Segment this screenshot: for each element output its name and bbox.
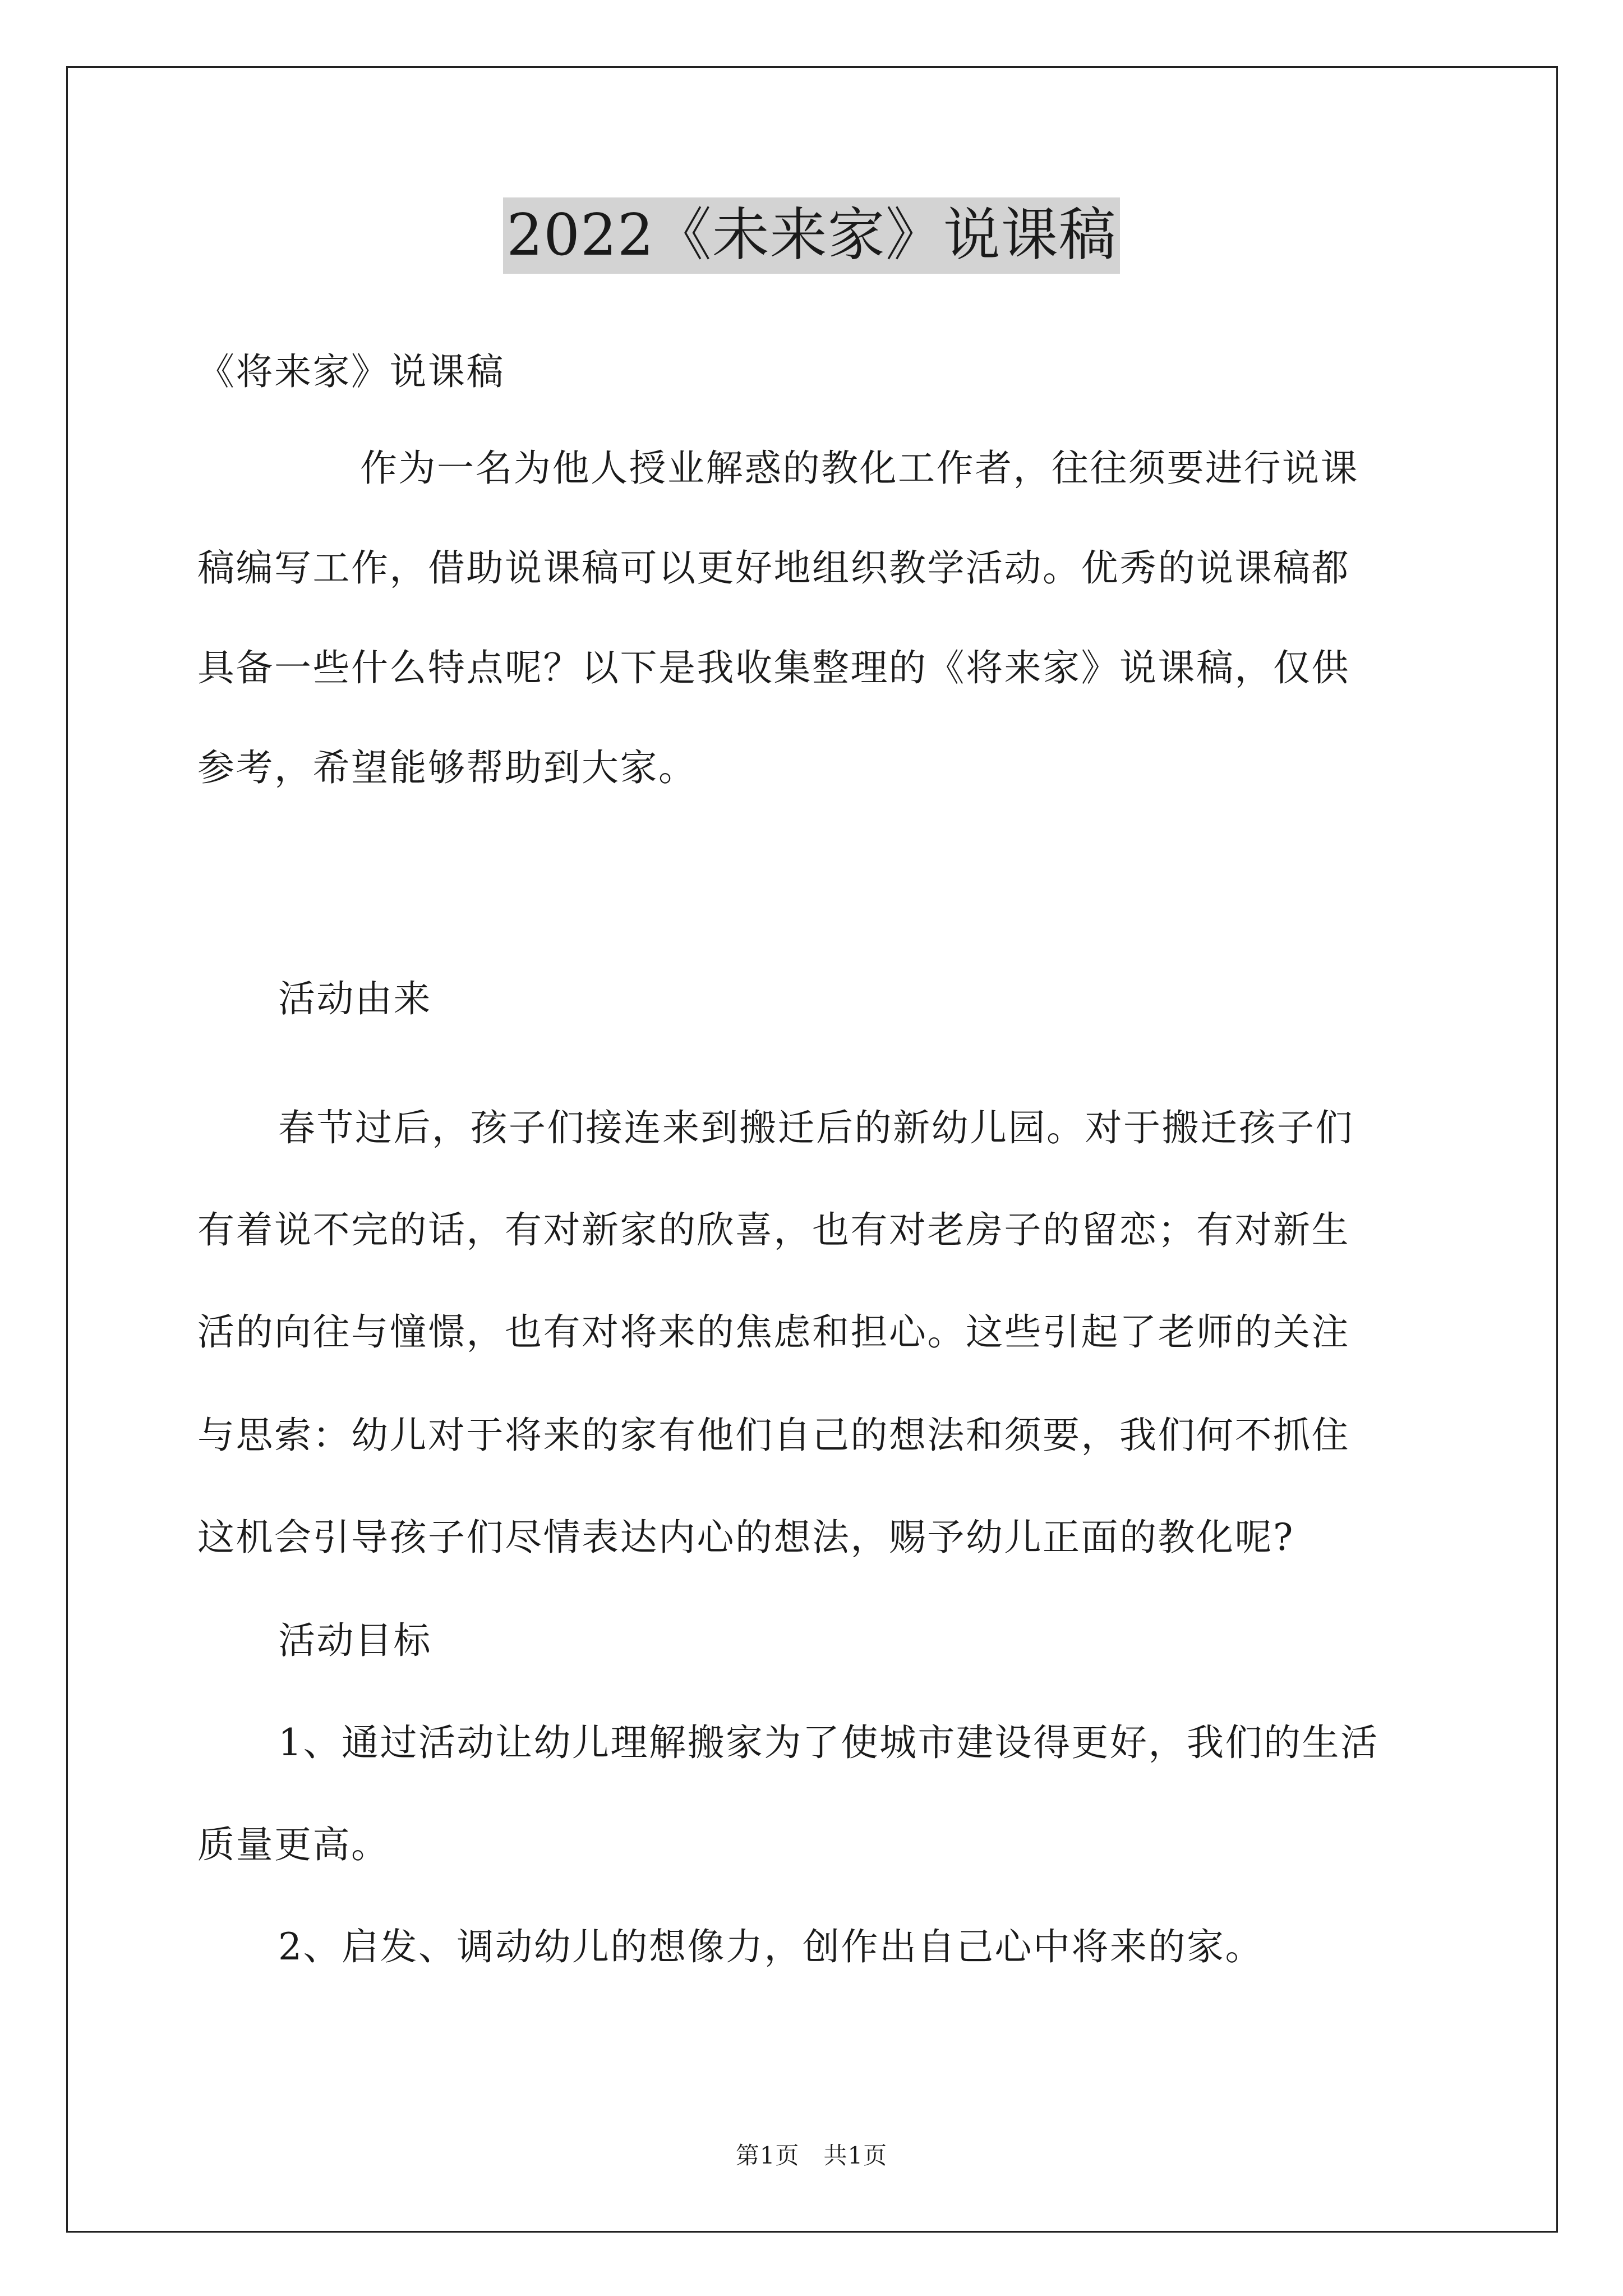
origin-line-2: 有着说不完的话，有对新家的欣喜，也有对老房子的留恋；有对新生 [197,1208,1350,1251]
section-heading-origin: 活动由来 [278,977,432,1020]
intro-line-2: 稿编写工作，借助说课稿可以更好地组织教学活动。优秀的说课稿都 [197,546,1350,590]
origin-line-3: 活的向往与憧憬，也有对将来的焦虑和担心。这些引起了老师的关注 [197,1310,1350,1354]
document-subtitle: 《将来家》说课稿 [197,350,505,393]
page-footer: 第1页 共1页 [735,2142,888,2169]
section-heading-goals: 活动目标 [278,1619,432,1662]
goal-2-line: 2、启发、调动幼儿的想像力，创作出自己心中将来的家。 [278,1925,1264,1968]
intro-line-4: 参考，希望能够帮助到大家。 [197,746,697,789]
origin-line-1: 春节过后，孩子们接连来到搬迁后的新幼儿园。对于搬迁孩子们 [278,1106,1354,1149]
origin-line-4: 与思索：幼儿对于将来的家有他们自己的想法和须要，我们何不抓住 [197,1414,1350,1457]
title-container [0,197,1623,274]
origin-line-5: 这机会引导孩子们尽情表达内心的想法，赐予幼儿正面的教化呢? [197,1516,1294,1559]
goal-1-line-2: 质量更高。 [197,1823,390,1866]
intro-line-3: 具备一些什么特点呢？以下是我收集整理的《将来家》说课稿，仅供 [197,646,1350,689]
goal-1-line-1: 1、通过活动让幼儿理解搬家为了使城市建设得更好，我们的生活 [278,1721,1379,1764]
document-title: 2022《未来家》说课稿 [503,197,1120,274]
intro-line-1: 作为一名为他人授业解惑的教化工作者，往往须要进行说课 [360,447,1359,490]
